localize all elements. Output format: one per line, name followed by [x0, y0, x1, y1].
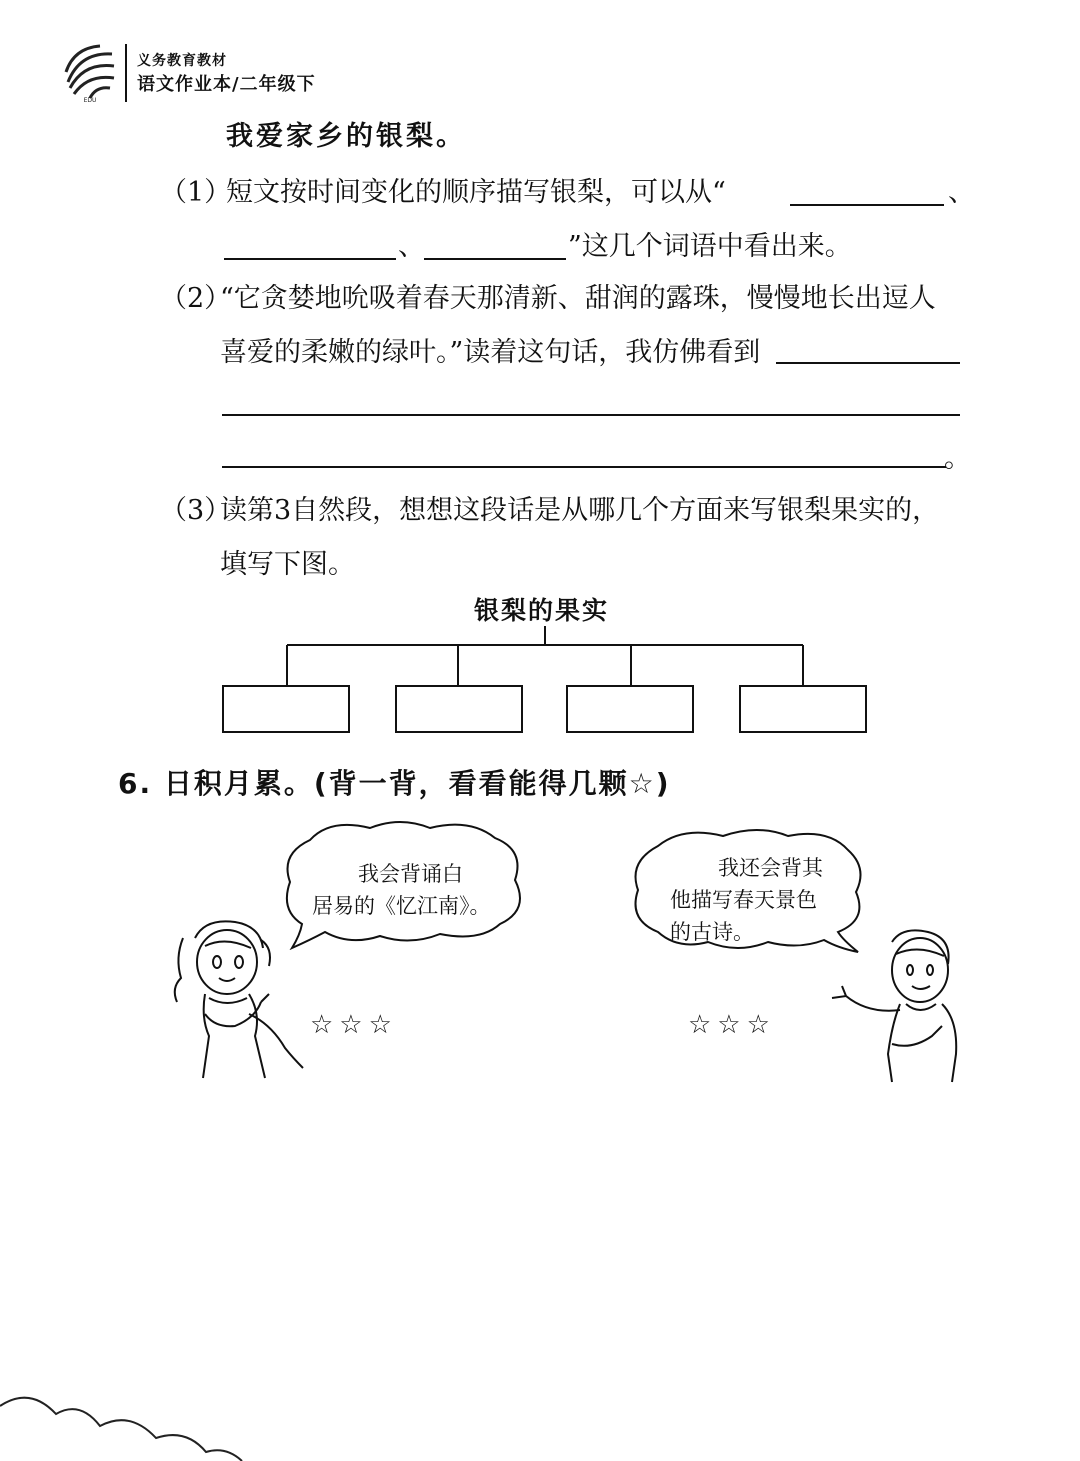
- passage-last-line: 我爱家乡的银梨。: [226, 121, 466, 152]
- answer-box-1: [223, 686, 349, 732]
- book-title: 语文作业本/二年级下: [137, 74, 316, 95]
- girl-bubble-line2: 居易的《忆江南》。: [312, 894, 491, 918]
- answer-box-2: [396, 686, 522, 732]
- q3-line2: 填写下图。: [220, 549, 355, 580]
- answer-box-4: [740, 686, 866, 732]
- q3-number: （3）: [160, 495, 232, 526]
- q2-number: （2）: [160, 283, 232, 314]
- girl-star-rating[interactable]: ☆☆☆: [310, 1010, 398, 1040]
- q2-line1: “它贪婪地吮吸着春天那清新、甜润的露珠，慢慢地长出逗人: [220, 283, 936, 314]
- q1-number: （1）: [160, 177, 232, 208]
- boy-illustration: [822, 924, 972, 1084]
- q2-end-mark: 。: [944, 443, 971, 474]
- boy-star-rating[interactable]: ☆☆☆: [688, 1010, 776, 1040]
- girl-bubble-line1: 我会背诵白: [358, 862, 463, 886]
- answer-box-3: [567, 686, 693, 732]
- q1-line2-end: ”这几个词语中看出来。: [568, 231, 852, 262]
- decorative-cloud-border: [0, 1380, 260, 1461]
- q1-separator: 、: [948, 177, 975, 208]
- q3-line1: 读第3自然段，想想这段话是从哪几个方面来写银梨果实的，: [220, 495, 940, 526]
- q1-separator-2: 、: [398, 231, 425, 262]
- series-label: 义务教育教材: [137, 53, 227, 69]
- boy-bubble-line3: 的古诗。: [670, 920, 754, 944]
- q2-line2: 喜爱的柔嫩的绿叶。”读着这句话，我仿佛看到: [220, 337, 761, 368]
- section6-title: 6. 日积月累。(背一背，看看能得几颗☆): [118, 767, 671, 800]
- q1-line1: 短文按时间变化的顺序描写银梨，可以从“: [226, 177, 726, 208]
- svg-text:EDU: EDU: [83, 97, 97, 104]
- boy-bubble-line1: 我还会背其: [718, 856, 823, 880]
- diagram-root-label: 银梨的果实: [474, 596, 610, 625]
- boy-bubble-line2: 他描写春天景色: [670, 888, 817, 912]
- girl-illustration: [165, 918, 315, 1080]
